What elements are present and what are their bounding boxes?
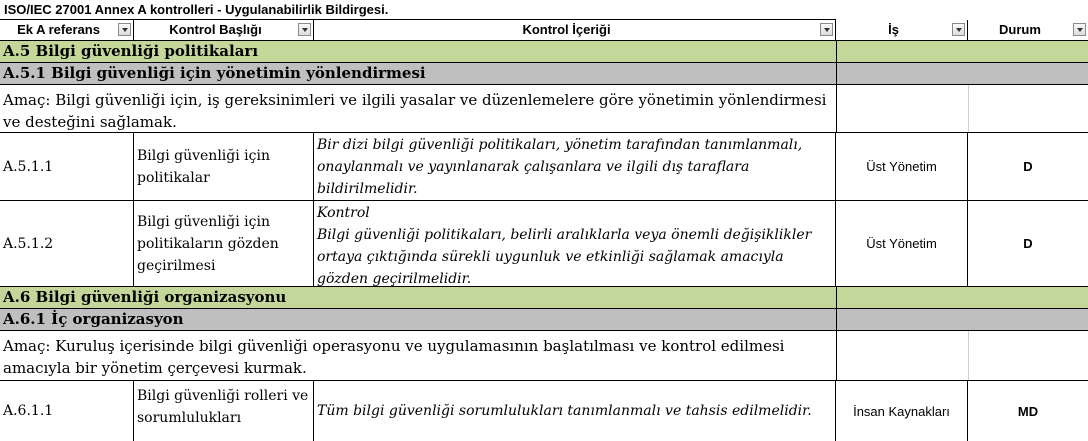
- header-ref: [0, 20, 134, 41]
- filter-dropdown-icon[interactable]: [820, 23, 833, 36]
- header-content: [314, 20, 836, 41]
- subsection-label: A.6.1 İç organizasyon: [3, 310, 184, 328]
- control-row-a6-1-1[interactable]: [0, 381, 1088, 441]
- control-row-a5-1-1[interactable]: [0, 133, 1088, 201]
- control-status[interactable]: MD: [1017, 403, 1039, 419]
- filter-dropdown-icon[interactable]: [952, 23, 965, 36]
- control-row-a5-1-2[interactable]: [0, 201, 1088, 287]
- objective-row-a5-1[interactable]: [0, 85, 1088, 133]
- header-durum-label: Durum: [999, 22, 1041, 37]
- header-durum: [968, 20, 1088, 41]
- sheet-title: ISO/IEC 27001 Annex A kontrolleri - Uygulanabilirlik Bildirgesi.: [4, 2, 389, 17]
- control-owner[interactable]: İnsan Kaynakları: [836, 381, 968, 441]
- control-content[interactable]: Tüm bilgi güvenliği sorumlulukları tanımlanmalı ve tahsis edilmelidir.: [314, 381, 836, 441]
- header-ref-label: Ek A referans: [17, 22, 100, 37]
- objective-text: Amaç: Kuruluş içerisinde bilgi güvenliği operasyonu ve uygulamasının başlatılması ve kontrol edilmesi amacıyla bir yönetim çerçevesi kurmak.: [3, 337, 785, 377]
- control-title[interactable]: Bilgi güvenliği rolleri ve sorumlulukları: [134, 381, 314, 441]
- control-ref[interactable]: A.5.1.2: [0, 201, 134, 286]
- control-title[interactable]: Bilgi güvenliği için politikalar: [134, 133, 314, 200]
- section-label: A.6 Bilgi güvenliği organizasyonu: [3, 288, 287, 306]
- header-title-label: Kontrol Başlığı: [169, 22, 262, 37]
- control-ref[interactable]: A.6.1.1: [0, 381, 134, 441]
- control-ref[interactable]: A.5.1.1: [0, 133, 134, 200]
- header-title: [134, 20, 314, 41]
- subsection-label: A.5.1 Bilgi güvenliği için yönetimin yönlendirmesi: [3, 64, 426, 82]
- header-content-label: Kontrol İçeriği: [522, 22, 611, 37]
- objective-row-a6-1[interactable]: [0, 331, 1088, 381]
- filter-dropdown-icon[interactable]: [298, 23, 311, 36]
- header-is: [836, 20, 968, 41]
- control-title[interactable]: Bilgi güvenliği için politikaların gözden geçirilmesi: [134, 201, 314, 286]
- control-content[interactable]: Bir dizi bilgi güvenliği politikaları, yönetim tarafından tanımlanmalı, onaylanmalı ve yayınlanarak çalışanlara ve ilgili dış taraflara bildirilmelidir.: [314, 133, 836, 200]
- control-content-label: Kontrol: [317, 205, 370, 221]
- control-content[interactable]: [314, 201, 836, 286]
- control-owner[interactable]: Üst Yönetim: [836, 201, 968, 286]
- control-status[interactable]: D: [1023, 236, 1033, 251]
- filter-dropdown-icon[interactable]: [1073, 23, 1086, 36]
- header-row: [0, 20, 1088, 41]
- sheet-title-row: [0, 0, 1088, 20]
- objective-text: Amaç: Bilgi güvenliği için, iş gereksinimleri ve ilgili yasalar ve düzenlemelere göre yönetimin yönlendirmesi ve desteğini sağlamak.: [3, 91, 827, 131]
- subsection-row-a6-1[interactable]: [0, 309, 1088, 331]
- header-is-label: İş: [888, 22, 899, 37]
- section-row-a5[interactable]: [0, 41, 1088, 63]
- section-row-a6[interactable]: [0, 287, 1088, 309]
- control-owner[interactable]: Üst Yönetim: [836, 133, 968, 200]
- subsection-row-a5-1[interactable]: [0, 63, 1088, 85]
- control-content-text: Bilgi güvenliği politikaları, belirli aralıklarla veya önemli değişiklikler ortaya çıktığında sürekli uygunluk ve etkinliği sağlamak amacıyla gözden geçirilmelidir.: [317, 227, 812, 286]
- section-label: A.5 Bilgi güvenliği politikaları: [3, 42, 259, 60]
- control-status[interactable]: D: [1023, 159, 1033, 174]
- filter-dropdown-icon[interactable]: [118, 23, 131, 36]
